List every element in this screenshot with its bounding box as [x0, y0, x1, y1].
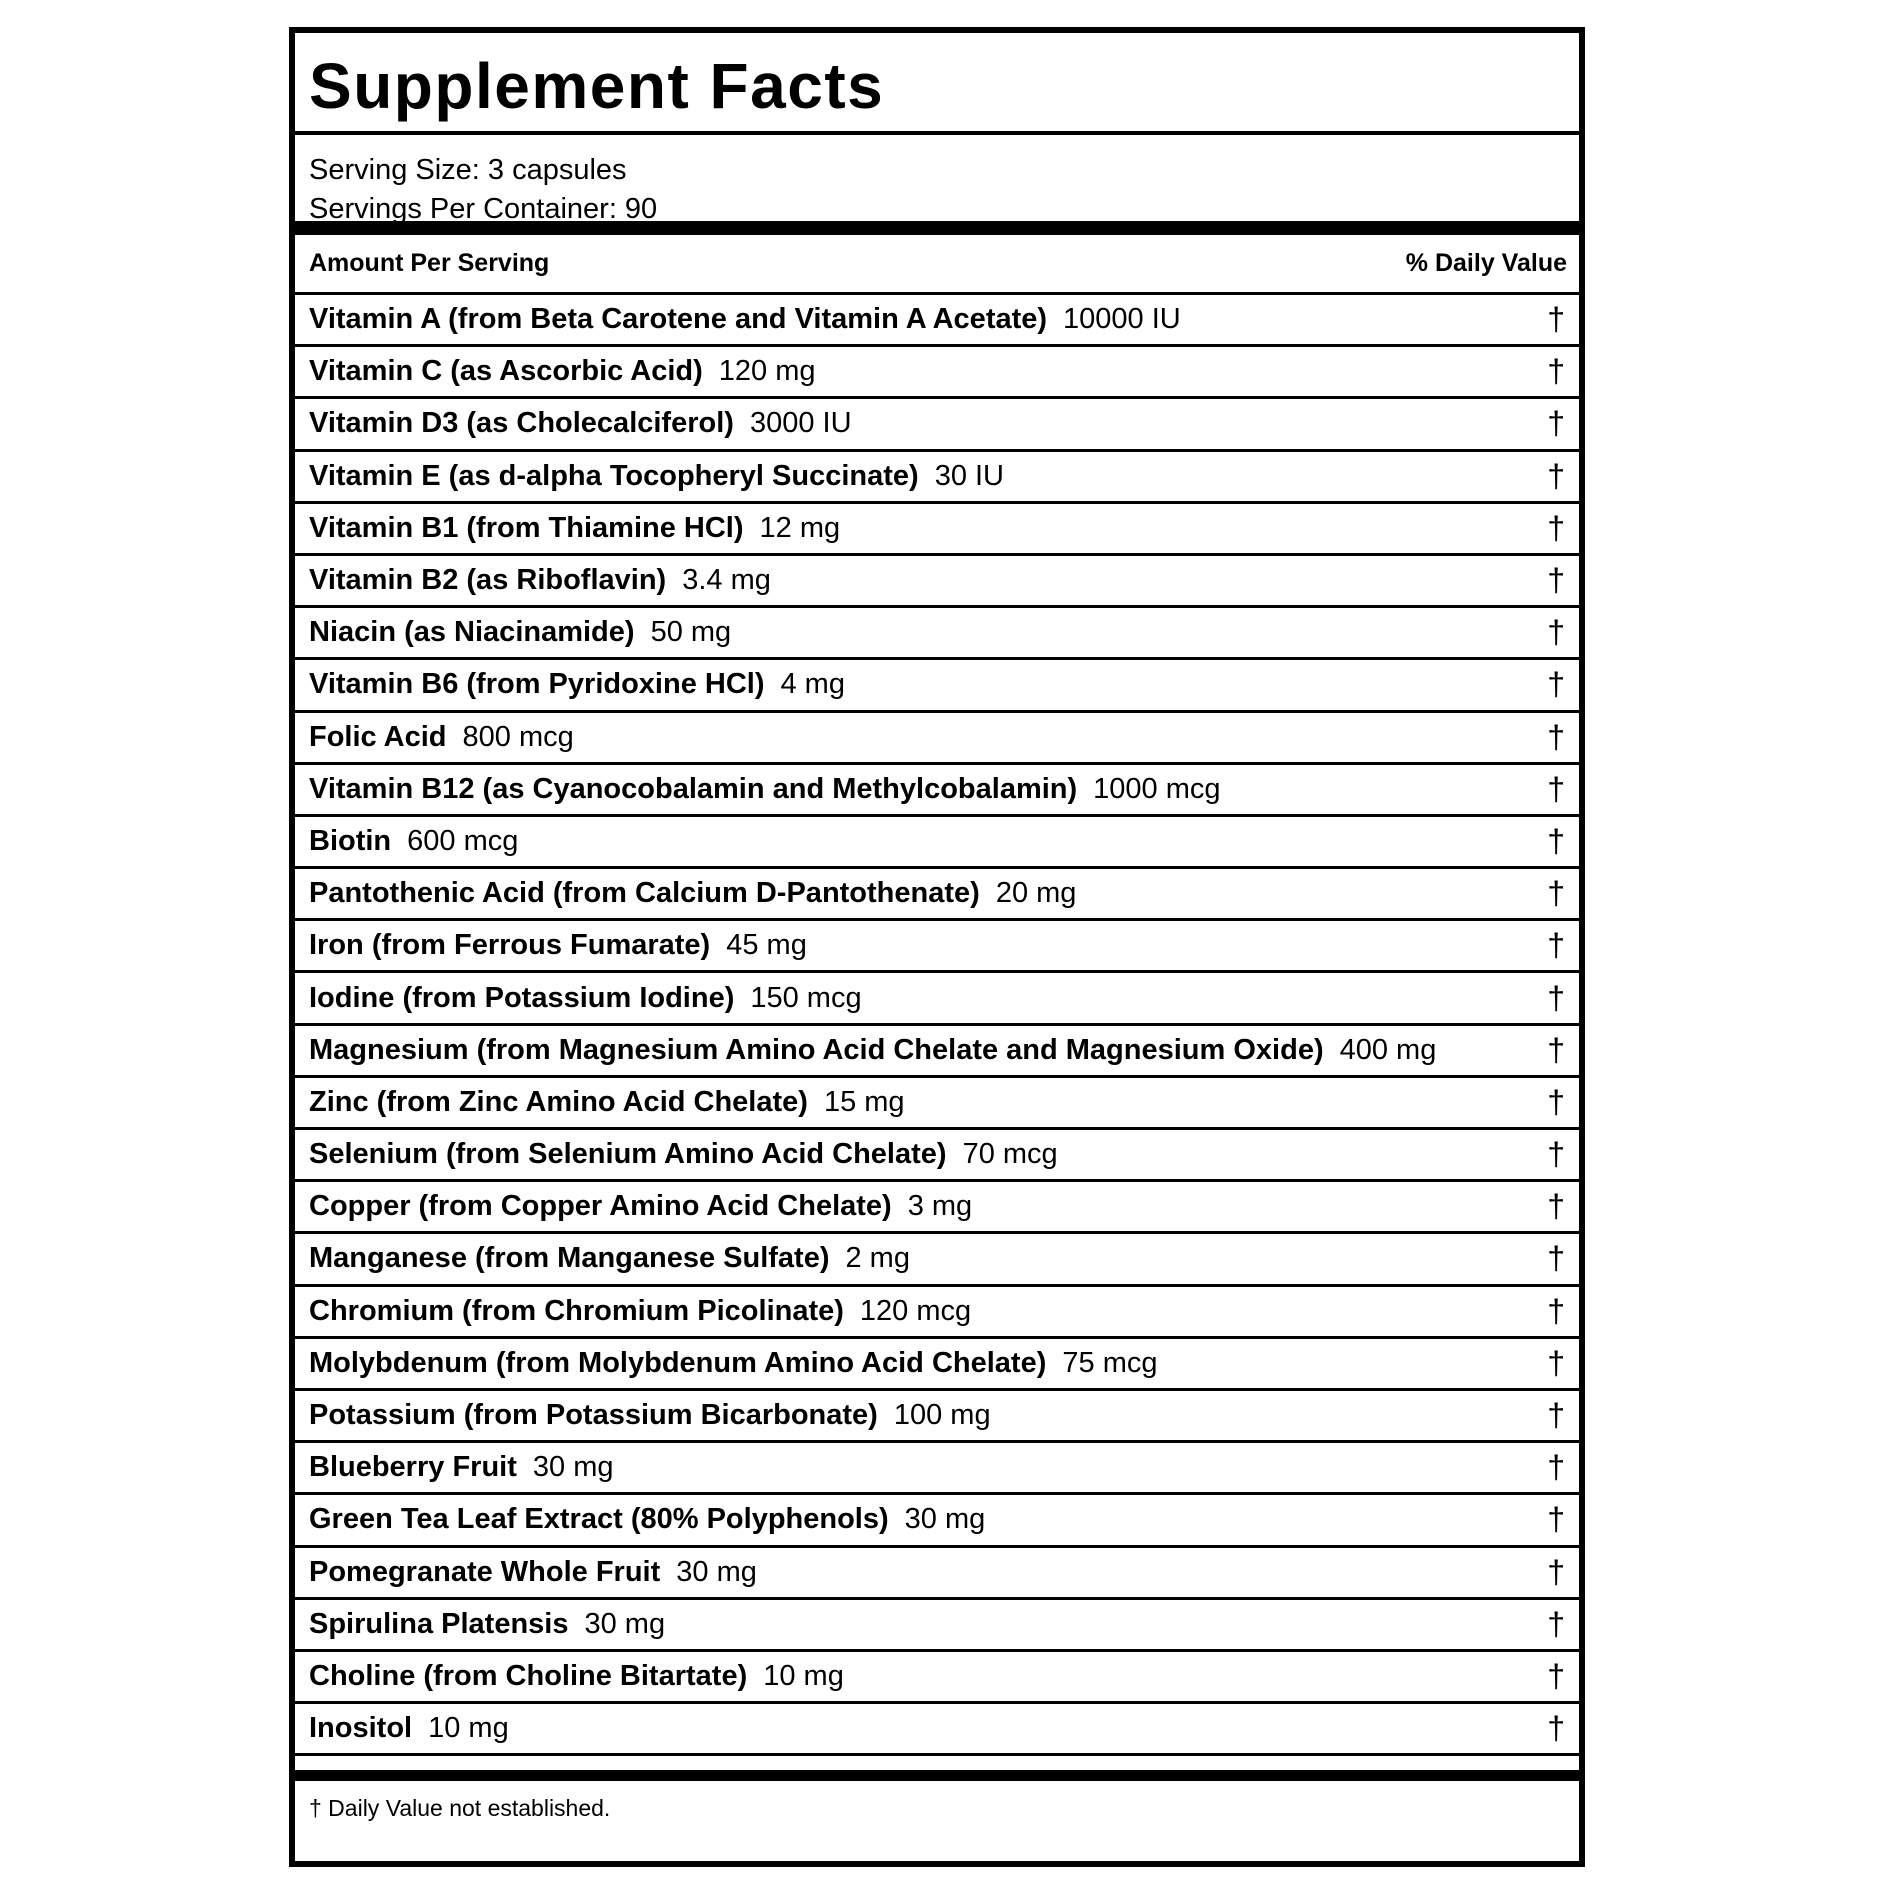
daily-value-dagger: † [1547, 614, 1565, 651]
nutrient-amount: 3.4 mg [682, 564, 771, 597]
daily-value-dagger: † [1547, 875, 1565, 912]
nutrient-amount: 1000 mcg [1093, 772, 1221, 805]
table-row [295, 660, 1579, 712]
nutrient-name: Manganese (from Manganese Sulfate) [309, 1242, 830, 1275]
nutrient-name: Vitamin B12 (as Cyanocobalamin and Methylcobalamin) [309, 772, 1078, 805]
table-row [295, 347, 1579, 399]
nutrient-name: Molybdenum (from Molybdenum Amino Acid Chelate) [309, 1346, 1047, 1379]
table-row [295, 973, 1579, 1025]
daily-value-dagger: † [1547, 1031, 1565, 1068]
supplement-facts-panel [289, 27, 1585, 1867]
daily-value-dagger: † [1547, 718, 1565, 755]
nutrient-amount: 100 mg [893, 1399, 991, 1432]
nutrient-name: Vitamin B6 (from Pyridoxine HCl) [309, 668, 765, 701]
nutrient-name: Folic Acid [309, 720, 447, 753]
daily-value-dagger: † [1547, 927, 1565, 964]
nutrient-name: Pomegranate Whole Fruit [309, 1555, 661, 1588]
table-row [295, 295, 1579, 347]
table-row [295, 1078, 1579, 1130]
daily-value-dagger: † [1547, 1136, 1565, 1173]
daily-value-dagger: † [1547, 822, 1565, 859]
nutrient-amount: 12 mg [759, 511, 841, 544]
nutrient-name: Niacin (as Niacinamide) [309, 616, 635, 649]
daily-value-dagger: † [1547, 301, 1565, 338]
daily-value-dagger: † [1547, 1657, 1565, 1694]
nutrient-name: Copper (from Copper Amino Acid Chelate) [309, 1190, 892, 1223]
nutrient-amount: 20 mg [995, 877, 1077, 910]
daily-value-dagger: † [1547, 1710, 1565, 1747]
nutrient-name: Chromium (from Chromium Picolinate) [309, 1294, 844, 1327]
daily-value-dagger: † [1547, 979, 1565, 1016]
table-row [295, 1339, 1579, 1391]
daily-value-dagger: † [1547, 509, 1565, 546]
column-header-row [295, 235, 1579, 295]
daily-value-dagger: † [1547, 1240, 1565, 1277]
nutrient-amount: 30 mg [532, 1451, 614, 1484]
nutrient-name: Selenium (from Selenium Amino Acid Chelate) [309, 1138, 947, 1171]
table-row [295, 1026, 1579, 1078]
serving-info [295, 135, 1579, 235]
nutrient-name: Green Tea Leaf Extract (80% Polyphenols) [309, 1503, 889, 1536]
daily-value-dagger: † [1547, 1188, 1565, 1225]
footnote: † Daily Value not established. [309, 1795, 611, 1822]
bottom-thick-rule [295, 1770, 1579, 1781]
table-row [295, 1548, 1579, 1600]
panel-title: Supplement Facts [295, 33, 1579, 135]
table-row [295, 1182, 1579, 1234]
table-row [295, 1287, 1579, 1339]
nutrient-name: Zinc (from Zinc Amino Acid Chelate) [309, 1085, 808, 1118]
nutrient-name: Spirulina Platensis [309, 1607, 569, 1640]
table-row [295, 1704, 1579, 1756]
nutrient-name: Vitamin D3 (as Cholecalciferol) [309, 407, 734, 440]
nutrient-name: Vitamin A (from Beta Carotene and Vitamin A Acetate) [309, 303, 1048, 336]
table-row [295, 504, 1579, 556]
table-row [295, 1391, 1579, 1443]
nutrient-amount: 30 mg [584, 1607, 666, 1640]
nutrient-amount: 120 mcg [859, 1294, 972, 1327]
nutrient-amount: 10 mg [428, 1712, 509, 1745]
nutrient-name: Vitamin B2 (as Riboflavin) [309, 564, 667, 597]
daily-value-dagger: † [1547, 1397, 1565, 1434]
table-row [295, 452, 1579, 504]
nutrient-name: Pantothenic Acid (from Calcium D-Pantothenate) [309, 877, 980, 910]
nutrient-amount: 600 mcg [407, 824, 519, 857]
nutrient-amount: 150 mcg [750, 981, 862, 1014]
nutrient-amount: 45 mg [726, 929, 807, 962]
nutrient-table [295, 295, 1579, 1756]
nutrient-name: Blueberry Fruit [309, 1451, 517, 1484]
daily-value-dagger: † [1547, 562, 1565, 599]
table-row [295, 713, 1579, 765]
daily-value-dagger: † [1547, 405, 1565, 442]
daily-value-header: % Daily Value [1405, 249, 1567, 277]
nutrient-amount: 30 mg [904, 1503, 986, 1536]
daily-value-dagger: † [1547, 457, 1565, 494]
servings-per-container: Servings Per Container: 90 [309, 193, 658, 225]
daily-value-dagger: † [1547, 1292, 1565, 1329]
table-row [295, 1600, 1579, 1652]
table-row [295, 921, 1579, 973]
serving-size: Serving Size: 3 capsules [309, 154, 627, 186]
nutrient-name: Iodine (from Potassium Iodine) [309, 981, 735, 1014]
table-row [295, 869, 1579, 921]
table-row [295, 1130, 1579, 1182]
daily-value-dagger: † [1547, 1344, 1565, 1381]
nutrient-name: Inositol [309, 1712, 413, 1745]
nutrient-amount: 400 mg [1339, 1033, 1437, 1066]
daily-value-dagger: † [1547, 353, 1565, 390]
nutrient-amount: 10000 IU [1063, 303, 1181, 336]
daily-value-dagger: † [1547, 1501, 1565, 1538]
nutrient-name: Iron (from Ferrous Fumarate) [309, 929, 711, 962]
table-row [295, 399, 1579, 451]
nutrient-name: Potassium (from Potassium Bicarbonate) [309, 1399, 878, 1432]
daily-value-dagger: † [1547, 1605, 1565, 1642]
nutrient-amount: 10 mg [763, 1659, 844, 1692]
nutrient-amount: 3000 IU [749, 407, 852, 440]
table-row [295, 1495, 1579, 1547]
nutrient-amount: 70 mcg [962, 1138, 1058, 1171]
nutrient-amount: 3 mg [907, 1190, 973, 1223]
table-row [295, 817, 1579, 869]
nutrient-amount: 4 mg [780, 668, 845, 701]
table-row [295, 1234, 1579, 1286]
daily-value-dagger: † [1547, 1083, 1565, 1120]
table-row [295, 1652, 1579, 1704]
daily-value-dagger: † [1547, 666, 1565, 703]
table-row [295, 556, 1579, 608]
nutrient-amount: 30 mg [676, 1555, 757, 1588]
nutrient-name: Vitamin B1 (from Thiamine HCl) [309, 511, 744, 544]
nutrient-name: Biotin [309, 824, 392, 857]
table-row [295, 1443, 1579, 1495]
nutrient-amount: 800 mcg [462, 720, 574, 753]
nutrient-amount: 2 mg [845, 1242, 910, 1275]
nutrient-amount: 30 IU [934, 459, 1005, 492]
nutrient-name: Vitamin E (as d-alpha Tocopheryl Succinate) [309, 459, 919, 492]
nutrient-name: Choline (from Choline Bitartate) [309, 1659, 748, 1692]
nutrient-name: Magnesium (from Magnesium Amino Acid Chelate and Magnesium Oxide) [309, 1033, 1324, 1066]
nutrient-amount: 75 mcg [1062, 1346, 1158, 1379]
nutrient-name: Vitamin C (as Ascorbic Acid) [309, 355, 703, 388]
table-row [295, 765, 1579, 817]
table-row [295, 608, 1579, 660]
daily-value-dagger: † [1547, 770, 1565, 807]
nutrient-amount: 120 mg [718, 355, 816, 388]
daily-value-dagger: † [1547, 1449, 1565, 1486]
amount-per-serving-header: Amount Per Serving [309, 249, 550, 277]
nutrient-amount: 50 mg [650, 616, 732, 649]
nutrient-amount: 15 mg [823, 1085, 905, 1118]
daily-value-dagger: † [1547, 1553, 1565, 1590]
